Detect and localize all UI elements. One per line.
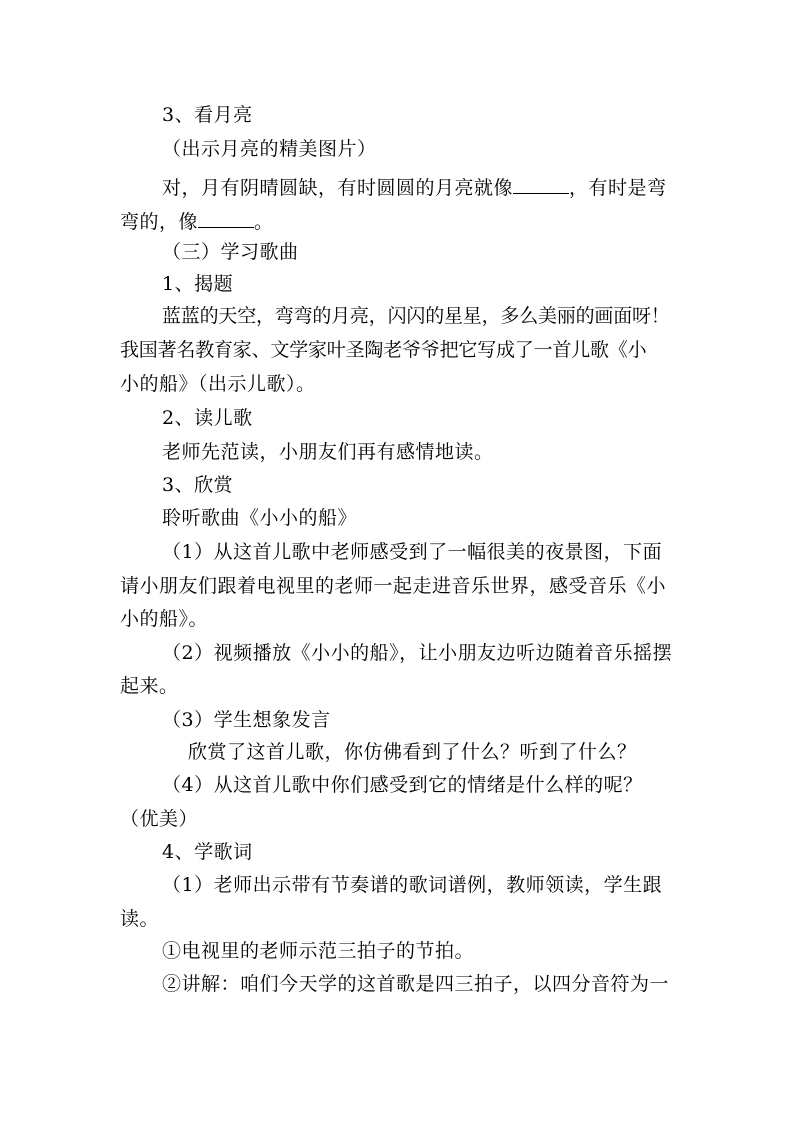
paragraph-line: 聆听歌曲《小小的船》 <box>162 507 358 529</box>
paragraph-line <box>162 175 722 198</box>
paragraph-line: （2）视频播放《小小的船》，让小朋友边听边随着音乐摇摆 <box>162 642 673 664</box>
paragraph-line <box>120 209 680 232</box>
step-heading: 3、欣赏 <box>162 474 234 496</box>
paragraph-line: 起来。 <box>120 675 179 697</box>
step-heading: 1、揭题 <box>162 273 234 295</box>
paragraph-line: 蓝蓝的天空，弯弯的月亮，闪闪的星星，多么美丽的画面呀！ <box>162 305 670 327</box>
paragraph-line: 老师先范读，小朋友们再有感情地读。 <box>162 441 494 463</box>
paragraph-line: 欣赏了这首儿歌，你仿佛看到了什么？听到了什么？ <box>188 741 637 763</box>
paragraph-line: （优美） <box>120 808 199 830</box>
text-fragment: 对，月有阴晴圆缺，有时圆圆的月亮就像 <box>162 177 514 200</box>
text-fragment: ，有时是弯 <box>569 177 667 200</box>
step-heading: 3、看月亮 <box>162 104 253 126</box>
paragraph-line: （3）学生想象发言 <box>162 709 331 731</box>
paragraph-line: （出示月亮的精美图片） <box>162 138 377 160</box>
paragraph-line: 我国著名教育家、文学家叶圣陶老爷爷把它写成了一首儿歌《小 <box>120 339 647 361</box>
paragraph-line: （4）从这首儿歌中你们感受到它的情绪是什么样的呢？ <box>162 774 643 796</box>
paragraph-line: 小的船》（出示儿歌）。 <box>120 373 316 395</box>
fill-blank <box>198 209 254 228</box>
paragraph-line: ②讲解：咱们今天学的这首歌是四三拍子，以四分音符为一 <box>162 973 670 995</box>
paragraph-line: 读。 <box>120 908 160 930</box>
paragraph-line: （1）从这首儿歌中老师感受到了一幅很美的夜景图，下面 <box>162 541 663 563</box>
text-fragment: 弯的，像 <box>120 211 199 234</box>
fill-blank <box>513 175 569 194</box>
step-heading: 4、学歌词 <box>162 841 253 863</box>
paragraph-line: （1）老师出示带有节奏谱的歌词谱例，教师领读，学生跟 <box>162 874 663 896</box>
paragraph-line: 请小朋友们跟着电视里的老师一起走进音乐世界，感受音乐《小 <box>120 575 667 597</box>
step-heading: 2、读儿歌 <box>162 407 253 429</box>
text-fragment: 。 <box>254 211 274 234</box>
paragraph-line: ①电视里的老师示范三拍子的节拍。 <box>162 940 475 962</box>
paragraph-line: 小的船》。 <box>120 608 209 630</box>
section-heading: （三）学习歌曲 <box>162 241 299 263</box>
